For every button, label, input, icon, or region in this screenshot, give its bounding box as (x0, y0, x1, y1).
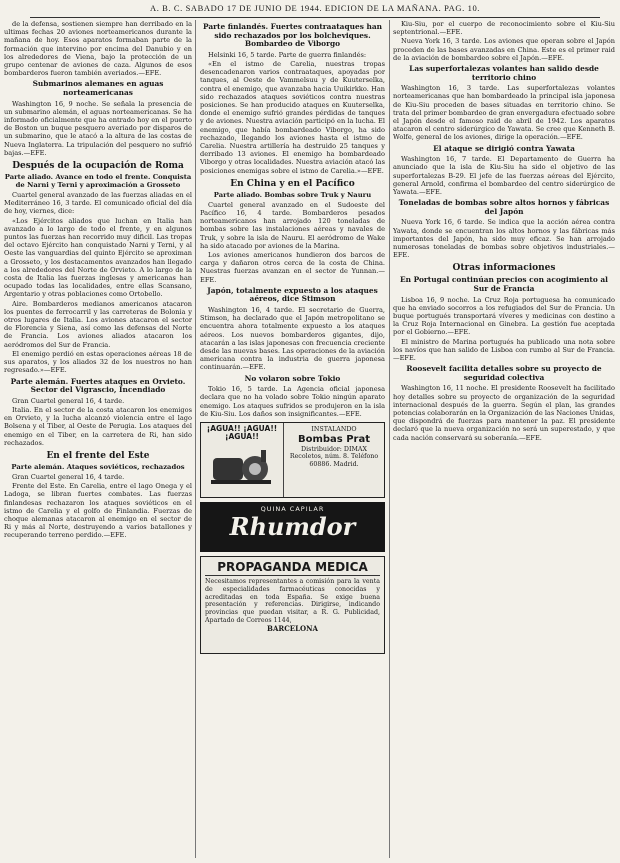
advert-agua-text: ¡AGUA!! ¡AGUA!! ¡AGUA!! (206, 424, 278, 442)
article-text: Helsinki 16, 5 tarde. Parte de guerra finlandés: (208, 50, 367, 59)
article-text: Washington 16, 7 tarde. El Departamento de Guerra ha anunciado que la isla de Kiu-Siu ha sido el objetivo de las superfortalezas B-29. El jefe de las fuerzas aéreas del Ejército, general Arnold, confirma el bombardeo del centro siderúrgico de Yawata.—EFE. (393, 155, 615, 197)
article-text: Italia. En el sector de la costa atacaron los enemigos en Orvieto, y la lucha alcanzó violencia entre el lago Bolsena y el Tiber, al Oeste de Perugia. Los ataques del enemigo en el Tiber, en la carretera de Ri, han sido rechazados. (4, 405, 192, 447)
headline-tokio: No volaron sobre Tokio (244, 373, 341, 383)
running-head: A. B. C. SABADO 17 DE JUNIO DE 1944. EDICION DE LA MAÑANA. PAG. 10. (30, 3, 600, 18)
article-text: Cuartel general avanzado de las fuerzas aliadas en el Mediterráneo 16, 3 tarde. El comunicado oficial del día de hoy, viernes, dice: (4, 191, 192, 216)
advert-brand: Rhumdor (229, 512, 356, 542)
headline-roosevelt: Roosevelt facilita detalles sobre su proyecto de seguridad colectiva (406, 364, 602, 382)
article-text: Washington 16, 4 tarde. El secretario de Guerra, Stimson, ha declarado que el Japón metropolitano se encuentra ahora totalmente expuesto a los ataques aéreos. Los nuevos bombarderos gigantes, dijo, atacarán a las islas japonesas con frecuencia creciente desde las nuevas bases. Las operaciones de la aviación americana contra la industria de guerra japonesa continuarán.—EFE. (200, 306, 385, 372)
article-text: Washington 16, 11 noche. El presidente Roosevelt ha facilitado hoy detalles sobre su proyecto de organización de la seguridad internacional después de la guerra. Según el plan, las grandes potencias colaborarán en la Organización de las Naciones Unidas, que dispondrá de fuerzas para mantener la paz. El presidente declaró que la nueva organización no será un superestado, y que cada nación conservará su soberanía.—EFE. (393, 384, 615, 442)
advert-address: Recoletos, núm. 8. Teléfono 60886. Madrid. (289, 453, 379, 468)
headline-portugal: En Portugal continúan precios con acogimiento al Sur de Francia (400, 275, 608, 294)
article-text: Lisboa 16, 9 noche. La Cruz Roja portuguesa ha comunicado que ha enviado socorros a los refugiados del Sur de Francia. Un buque portugués transportará víveres y medicinas con destino a la Cruz Roja Internacional en Ginebra. La gestión fue aceptada por el Gobierno.—EFE. (393, 295, 615, 337)
advert-rhumdor (200, 502, 385, 552)
article-text: «En el istmo de Carelia, nuestras tropas desencadenaron varios contraataques, apoyadas por tanques, al Oeste de Vammelsuu y de Kuuterselka, contra el enemigo, que avanzaba hacia Uuikirkko. Han sido rechazados ataques soviéticos contra nuestras posiciones. Se han producido ataques en Kuuterselka, donde el enemigo sufrió grandes pérdidas de tanques y de aviones. Nuestra aviación participó en la lucha. El enemigo, que había bombardeado Viborgo, ha sido rechazado, llegando los aviones hasta el istmo de Carelia. Nuestra artillería ha destruido 25 tanques y derribado 13 aviones. El enemigo ha bombardeado Viborgo y otras localidades. Nuestra aviación atacó las posiciones enemigas sobre el istmo de Carelia.»—EFE. (200, 59, 385, 175)
advert-city: BARCELONA (267, 623, 318, 633)
subheadline-roma: Parte aliado. Avance en todo el frente. Conquista de Narni y Terni y aproximación a Grosseto (4, 173, 192, 190)
advert-installing: INSTALANDO (311, 426, 357, 434)
advert-body: Necesitamos representantes a comisión para la venta de especialidades farmacéuticas conocidas y acreditadas en toda España. Se exige buena presentación y referencias. Dirigirse, indicando provincias que puedan visitar, a R. G. Publicidad, Apartado de Correos 1144, (205, 578, 380, 625)
headline-yawata: El ataque se dirigió contra Yawata (433, 143, 575, 153)
advert-bombas-prat (200, 422, 385, 498)
article-text: El enemigo perdió en estas operaciones aéreas 18 de sus aparatos, y los aliados 32 de los nuestros no han regresado.»—EFE. (4, 349, 192, 375)
subheadline-este: Parte alemán. Ataques soviéticos, rechazados (11, 462, 185, 471)
advert-propaganda-medica (200, 556, 385, 654)
headline-submarinos: Submarinos alemanes en aguas norteamericanas (32, 79, 164, 98)
headline-otras-informaciones: Otras informaciones (452, 263, 556, 274)
article-text: Gran Cuartel general 16, 4 tarde. (12, 472, 125, 481)
water-pump-icon (209, 444, 275, 488)
headline-japon: Japón, totalmente expuesto a los ataques aéreos, dice Stimson (207, 285, 378, 304)
article-text: Tokio 16, 5 tarde. La Agencia oficial japonesa declara que no ha volado sobre Tokio ningún aparato enemigo. Los ataques sufridos se produjeron en la isla de Kiu-Siu. Los daños son insignificantes.—EFE. (200, 385, 385, 418)
column-rule (389, 20, 390, 858)
headline-china: En China y en el Pacífico (230, 178, 355, 189)
article-text: Kiu-Siu, por el cuerpo de reconocimiento sobre el Kiu-Siu septentrional.—EFE. (393, 20, 615, 37)
column-1 (4, 20, 192, 858)
advert-text-panel (284, 423, 384, 497)
advert-brand: Bombas Prat (297, 433, 371, 445)
advert-image-panel (201, 423, 284, 497)
headline-finlandia: Parte finlandés. Fuertes contraataques han sido rechazados por los bolcheviques. Bombardeo de Viborgo (203, 22, 382, 49)
article-text: de la defensa, sostienen siempre han derribado en la ultimas fechas 20 aviones norteamericanos durante la mañana de hoy. Esos aparatos formaban parte de la formación que intervino por encima del Danubio y en los alrededores de Viena, bajo la protección de un grupo centenar de aviones de caza. Algunos de esos bombarderos fueron también averiados.—EFE. (4, 20, 192, 78)
advert-distributor: Distribuidor: DIMAX (301, 445, 367, 453)
article-text: Aire. Bombarderos medianos americanos atacaron los puentes de ferrocarril y las carreteras de Bolonia y otros lugares de Italia. Los aviones atacaron el sector de Florencia y Siena, así como las defensas del Norte de Francia. Los aviones aliados atacaron los aeródromos del Sur de Francia. (4, 299, 192, 349)
article-text: Cuartel general avanzado en el Sudoeste del Pacífico 16, 4 tarde. Bombarderos pesados norteamericanos han arrojado 120 toneladas de bombas sobre las instalaciones aéreas y navales de Truk, y sobre la isla de Nauru. El aeródromo de Wake ha sido atacado por aviones de la Marina. (200, 200, 385, 250)
advert-title: PROPAGANDA MEDICA (205, 559, 380, 576)
column-rule (195, 20, 196, 858)
headline-este: En el frente del Este (46, 450, 150, 461)
article-text: Nueva York 16, 6 tarde. Se indica que la acción aérea contra Yawata, donde se encuentran los altos hornos y las fábricas más importantes del Japón, ha sido muy eficaz. Se han arrojado numerosas toneladas de bombas sobre objetivos industriales.—EFE. (393, 218, 615, 260)
article-text: Washington 16, 9 noche. Se señala la presencia de un submarino alemán, el aguas norteamericanas. Se ha informado oficialmente que ha entrado hoy en el puerto de Boston un buque pesquero averiado por disparos de un submarino, que le atacó a la altura de las costas de Nueva Inglaterra. La tripulación del pesquero no sufrió bajas.—EFE. (4, 99, 192, 157)
advert-tagline: QUINA CAPILAR (260, 505, 325, 514)
headline-superfortalezas: Las superfortalezas volantes han salido desde territorio chino (409, 64, 599, 82)
headline-orvieto: Parte alemán. Fuertes ataques en Orvieto. Sector del Vigrascio, Incendiado (10, 376, 186, 395)
headline-toneladas: Toneladas de bombas sobre altos hornos y fábricas del Japón (398, 198, 610, 216)
column-3 (393, 20, 615, 858)
article-text: Los aviones americanos hundieron dos barcos de carga y dañaron otros cerca de la costa de China. Nuestras fuerzas avanzan en el sector de Yunnan.—EFE. (200, 251, 385, 284)
article-text: «Los Ejércitos aliados que luchan en Italia han avanzado a lo largo de todo el frente, y en algunos puntos las fuerzas han recorrido muy dificil. Las tropas del octavo Ejército han conquistado Narni y Terni, y al Oeste las vanguardias del quinto Ejército se aproximan a Grosseto, y los destacamentos avanzados han llegado a los alrededores del Norte de Orvieto. A lo largo de la costa de Italia las fuerzas inglesas y americanas han ocupado todas las localidades, entre ellas Scansano, Argentario y otras poblaciones como Ortobello. (4, 216, 192, 299)
article-text: Frente del Este. En Carelia, entre el lago Onega y el Ladoga, se libran fuertes combates. Las fuerzas finlandesas rechazaron los ataques soviéticos en el istmo de Carelia y el golfo de Finlandia. Fuerzas de choque alemanas atacaron al enemigo en el sector de Ri y más al Norte, destruyendo a varios batallones y recuperando terreno perdido.—EFE. (4, 482, 192, 540)
column-2 (200, 20, 385, 858)
article-text: Washington 16, 3 tarde. Las superfortalezas volantes norteamericanas que han bombardeado la principal isla japonesa de Kiu-Siu proceden de bases situadas en territorio chino. Se trata del primer bombardeo de gran envergadura efectuado sobre el Japón desde el famoso raid de abril de 1942. Los aparatos atacaron el centro siderúrgico de Yawata. Se cree que Kenneth B. Wolfe, general de los aviones, dirige la operación.—EFE. (393, 84, 615, 142)
article-text: El ministro de Marina portugués ha publicado una nota sobre los navíos que han salido de Lisboa con rumbo al Sur de Francia.—EFE. (393, 337, 615, 363)
article-text: Gran Cuartel general 16, 4 tarde. (12, 396, 125, 405)
article-text: Nueva York 16, 3 tarde. Los aviones que operan sobre el Japón proceden de las bases avanzadas en China. Este es el primer raid de la aviación de bombardeo sobre el Japón.—EFE. (393, 37, 615, 62)
headline-roma: Después de la ocupación de Roma (12, 161, 184, 172)
subheadline-china: Parte aliado. Bombas sobre Truk y Nauru (213, 190, 372, 199)
